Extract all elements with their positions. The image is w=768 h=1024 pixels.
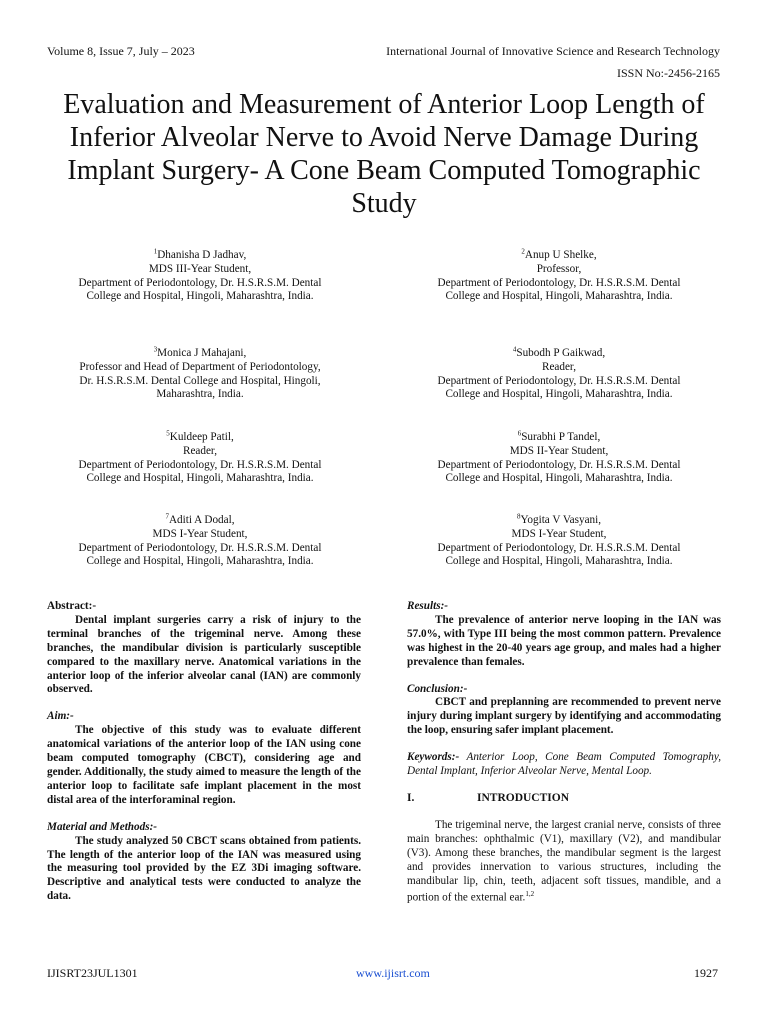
- author-number: 5: [166, 429, 170, 438]
- paper-title: Evaluation and Measurement of Anterior Loop Length of Inferior Alveolar Nerve to Avoid Nerve Damage During Implant Surgery- A Cone Beam Computed Tomographic Study: [63, 89, 705, 219]
- aim-text: The objective of this study was to evaluate different anatomical variations of the anterior loop of the IAN using cone beam computed tomography (CBCT), considering age and gender. Additionally, the study aimed to measure the length of the anterior loop to facilitate safe implant placement in the most distal area of the interforaminal region.: [47, 724, 361, 806]
- author-number: 8: [516, 512, 521, 521]
- author-name: Anup U Shelke,: [524, 249, 597, 261]
- journal-url-link[interactable]: www.ijisrt.com: [356, 966, 430, 980]
- introduction-heading: [407, 792, 721, 806]
- results-text: The prevalence of anterior nerve looping in the IAN was 57.0%, with Type III being the most common pattern. Prevalence was highest in the 20-40 years age group, and males had a higher prevalence than females.: [407, 613, 721, 668]
- author-8: [404, 514, 714, 569]
- section-title: INTRODUCTION: [477, 791, 570, 804]
- aim-label: Aim:-: [47, 710, 74, 723]
- introduction-text: [407, 819, 721, 906]
- abstract-text: Dental implant surgeries carry a risk of injury to the terminal branches of the trigeminal nerve. Among these branches, the mandibular division is particularly susceptible compared to the maxillary nerve. Anatomical variations in the anterior loop of the inferior alveolar canal (IAN) are commonly observed.: [47, 613, 361, 696]
- author-line: Reader,: [541, 360, 577, 373]
- author-line: College and Hospital, Hingoli, Maharashtra, India.: [86, 290, 314, 303]
- author-line: College and Hospital, Hingoli, Maharashtra, India.: [445, 290, 673, 303]
- page-number: 1927: [694, 966, 718, 980]
- keywords-label: Keywords:-: [407, 751, 460, 764]
- conclusion-label: Conclusion:-: [407, 682, 468, 695]
- introduction-body: The trigeminal nerve, the largest cranial nerve, consists of three main branches: ophthalmic (V1), maxillary (V2), and mandibular (V3). Among these branches, the mandibular segment is the largest and provides innervation to various structures, including the mandibular lip, chin, teeth, adjacent soft tissues, mandible, and a portion of the external ear.: [407, 818, 721, 905]
- author-line: Department of Periodontology, Dr. H.S.R.S.M. Dental: [437, 374, 681, 387]
- citation: 1,2: [525, 890, 535, 899]
- author-line: College and Hospital, Hingoli, Maharashtra, India.: [86, 472, 314, 485]
- results-label: Results:-: [407, 600, 449, 612]
- author-number: 3: [153, 345, 158, 354]
- author-6: [404, 431, 714, 486]
- author-line: Reader,: [182, 444, 218, 457]
- author-line: College and Hospital, Hingoli, Maharashtra, India.: [445, 388, 673, 401]
- author-4: [404, 347, 714, 402]
- keywords: [407, 751, 721, 779]
- author-5: [45, 431, 355, 486]
- right-column: [407, 600, 721, 906]
- author-line: Professor,: [536, 262, 582, 275]
- author-line: Department of Periodontology, Dr. H.S.R.S.M. Dental: [437, 458, 681, 471]
- author-name: Surabhi P Tandel,: [521, 431, 601, 443]
- left-column: [47, 600, 361, 904]
- author-name: Aditi A Dodal,: [168, 514, 235, 526]
- journal-name: International Journal of Innovative Science and Research Technology: [386, 44, 720, 58]
- author-name: Kuldeep Patil,: [169, 431, 234, 443]
- author-number: 7: [165, 512, 169, 521]
- author-line: College and Hospital, Hingoli, Maharashtra, India.: [86, 555, 314, 568]
- author-number: 6: [517, 429, 522, 438]
- author-3: [45, 347, 355, 402]
- conclusion-text: CBCT and preplanning are recommended to prevent nerve injury during implant surgery by identifying and accommodating the loop, ensuring safer implant placement.: [407, 696, 721, 737]
- article-id: IJISRT23JUL1301: [47, 966, 138, 980]
- author-number: 1: [153, 247, 158, 256]
- author-line: MDS III-Year Student,: [148, 262, 252, 275]
- author-line: MDS II-Year Student,: [509, 444, 609, 457]
- author-name: Dhanisha D Jadhav,: [157, 249, 247, 261]
- author-number: 2: [521, 247, 525, 256]
- author-name: Monica J Mahajani,: [157, 347, 247, 359]
- author-line: Department of Periodontology, Dr. H.S.R.S.M. Dental: [78, 458, 322, 471]
- section-number: I.: [407, 791, 415, 804]
- keywords-text: Anterior Loop, Cone Beam Computed Tomography, Dental Implant, Inferior Alveolar Nerve, Mental Loop.: [407, 751, 721, 778]
- author-name: Yogita V Vasyani,: [520, 514, 602, 526]
- author-line: College and Hospital, Hingoli, Maharashtra, India.: [445, 555, 673, 568]
- methods-text: The study analyzed 50 CBCT scans obtained from patients. The length of the anterior loop of the IAN was measured using the measuring tool provided by the EZ 3Di imaging software. Descriptive and analytical tests were conducted to analyze the data.: [47, 834, 361, 903]
- author-number: 4: [512, 345, 517, 354]
- issn: ISSN No:-2456-2165: [616, 66, 720, 80]
- volume-info: Volume 8, Issue 7, July – 2023: [47, 44, 195, 58]
- abstract-label: Abstract:-: [47, 600, 97, 612]
- author-line: Dr. H.S.R.S.M. Dental College and Hospital, Hingoli,: [79, 374, 321, 387]
- author-line: Department of Periodontology, Dr. H.S.R.S.M. Dental: [437, 276, 681, 289]
- methods-label: Material and Methods:-: [47, 820, 158, 833]
- author-line: MDS I-Year Student,: [511, 527, 607, 540]
- author-line: Department of Periodontology, Dr. H.S.R.S.M. Dental: [78, 276, 322, 289]
- author-line: College and Hospital, Hingoli, Maharashtra, India.: [445, 472, 673, 485]
- author-name: Subodh P Gaikwad,: [516, 347, 606, 359]
- author-line: Professor and Head of Department of Periodontology,: [79, 360, 321, 373]
- author-2: [404, 249, 714, 304]
- author-line: Maharashtra, India.: [156, 388, 244, 401]
- author-line: MDS I-Year Student,: [152, 527, 248, 540]
- author-1: [45, 249, 355, 304]
- author-7: [45, 514, 355, 569]
- author-line: Department of Periodontology, Dr. H.S.R.S.M. Dental: [437, 541, 681, 554]
- author-line: Department of Periodontology, Dr. H.S.R.S.M. Dental: [78, 541, 322, 554]
